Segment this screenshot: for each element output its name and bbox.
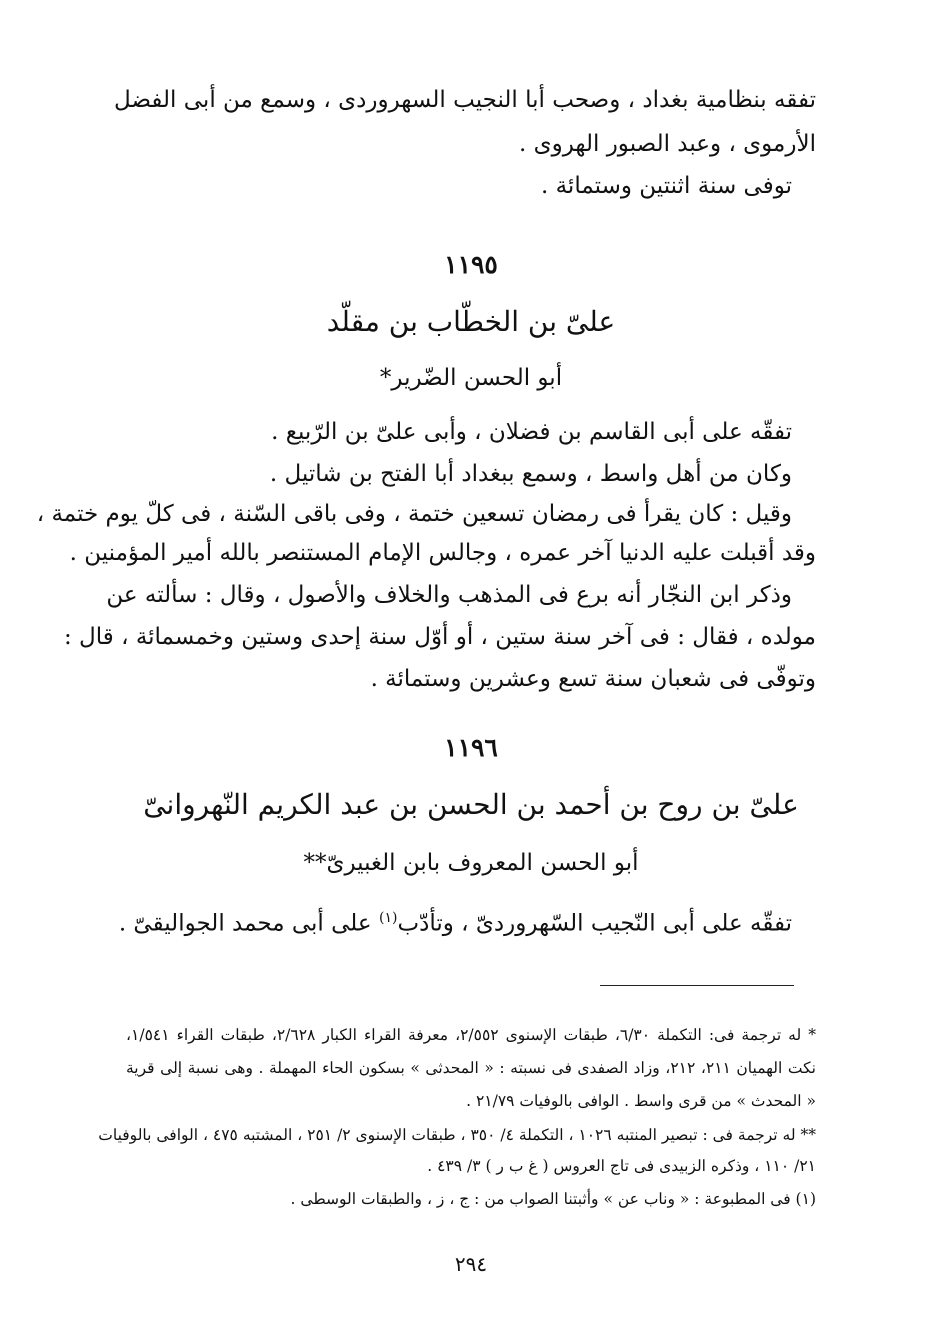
body-text: تفقّه على أبى النّجيب السّهروردىّ ، وتأدّب xyxy=(397,910,792,937)
entry-kunya: أبو الحسن الضّرير* xyxy=(379,365,563,391)
footnote-marker: (١) xyxy=(378,910,398,926)
body-line: تفقه بنظامية بغداد ، وصحب أبا النجيب السهروردى ، وسمع من أبى الفضل xyxy=(114,87,816,113)
body-line: وقد أقبلت عليه الدنيا آخر عمره ، وجالس الإمام المستنصر بالله أمير المؤمنين . xyxy=(69,540,816,566)
body-line: الأرموى ، وعبد الصبور الهروى . xyxy=(518,131,816,157)
body-line xyxy=(118,898,816,944)
footnote-line: « المحدث » من قرى واسط . الوافى بالوفيات ٢١/٧٩ . xyxy=(466,1092,816,1110)
body-line: تفقّه على أبى القاسم بن فضلان ، وأبى علىّ بن الرّبيع . xyxy=(271,419,792,445)
footnote-line: ٢١/ ١١٠ ، وذكره الزبيدى فى تاج العروس ( غ ب ر ) ٣/ ٤٣٩ . xyxy=(427,1157,816,1175)
entry-number: ١١٩٦ xyxy=(444,733,498,762)
body-text: على أبى محمد الجواليقىّ . xyxy=(118,910,379,937)
footnote-line: نكت الهميان ٢١١، ٢١٢، وزاد الصفدى فى نسبته : « المحدثى » بسكون الحاء المهملة . وهى نسبة إلى قرية xyxy=(126,1059,816,1077)
entry-kunya: أبو الحسن المعروف بابن الغبيرىّ** xyxy=(303,850,639,876)
body-line: وكان من أهل واسط ، وسمع ببغداد أبا الفتح بن شاتيل . xyxy=(269,461,792,487)
entry-name: علىّ بن الخطّاب بن مقلّد xyxy=(326,305,616,338)
entry-name: علىّ بن روح بن أحمد بن الحسن بن عبد الكريم النّهروانىّ xyxy=(143,788,799,821)
footnote-line: (١) فى المطبوعة : « وناب عن » وأثبتنا الصواب من : ج ، ز ، والطبقات الوسطى . xyxy=(290,1190,816,1208)
page-number: ٢٩٤ xyxy=(454,1252,488,1276)
body-line: وتوفّى فى شعبان سنة تسع وعشرين وستمائة . xyxy=(370,666,816,692)
body-line: توفى سنة اثنتين وستمائة . xyxy=(540,173,792,199)
body-line: وقيل : كان يقرأ فى رمضان تسعين ختمة ، وفى باقى السّنة ، فى كلّ يوم ختمة ، xyxy=(36,501,792,527)
body-line: مولده ، فقال : فى آخر سنة ستين ، أو أوّل سنة إحدى وستين وخمسمائة ، قال : xyxy=(64,624,816,650)
footnote-separator xyxy=(600,985,794,986)
footnote-line: * له ترجمة فى: التكملة ٦/٣٠، طبقات الإسنوى ٢/٥٥٢، معرفة القراء الكبار ٢/٦٢٨، طبقات القراء ١/٥٤١، xyxy=(126,1026,816,1044)
body-line: وذكر ابن النجّار أنه برع فى المذهب والخلاف والأصول ، وقال : سألته عن xyxy=(106,582,792,608)
entry-number: ١١٩٥ xyxy=(444,250,498,279)
footnote-line: ** له ترجمة فى : تبصير المنتبه ١٠٢٦ ، التكملة ٤/ ٣٥٠ ، طبقات الإسنوى ٢/ ٢٥١ ، المشتبه ٤٧٥ ، الوافى بالوفيات xyxy=(98,1126,816,1144)
